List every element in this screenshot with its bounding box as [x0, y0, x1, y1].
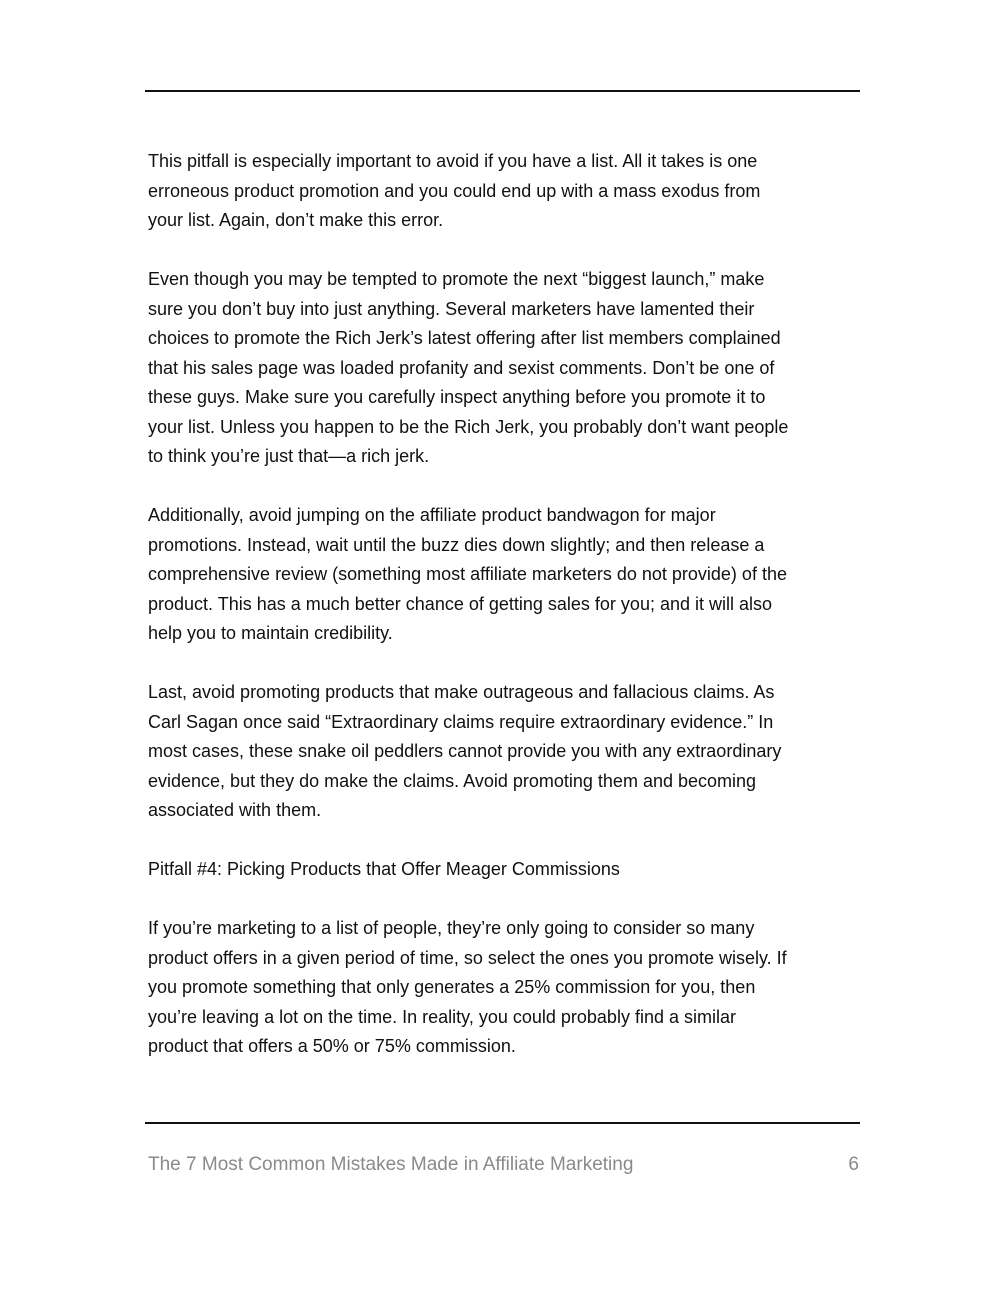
section-heading [148, 855, 868, 885]
text-line: Even though you may be tempted to promote the next “biggest launch,” make [148, 269, 765, 289]
text-line: evidence, but they do make the claims. Avoid promoting them and becoming [148, 770, 757, 791]
paragraph [148, 501, 868, 649]
text-line: choices to promote the Rich Jerk’s latest offering after list members complained [148, 328, 781, 348]
text-line: If you’re marketing to a list of people, they’re only going to consider so many [148, 918, 755, 938]
text-line: erroneous product promotion and you could end up with a mass exodus from [148, 180, 761, 201]
text-line: Additionally, avoid jumping on the affiliate product bandwagon for major [148, 505, 716, 525]
text-line: Pitfall #4: Picking Products that Offer Meager Commissions [148, 859, 620, 879]
text-line: you’re leaving a lot on the time. In reality, you could probably find a similar [148, 1006, 736, 1027]
paragraph [148, 914, 868, 1062]
text-line: promotions. Instead, wait until the buzz dies down slightly; and then release a [148, 534, 765, 555]
paragraph [148, 147, 868, 236]
paragraph [148, 678, 868, 826]
text-line: This pitfall is especially important to avoid if you have a list. All it takes is one [148, 151, 758, 171]
text-line: sure you don’t buy into just anything. Several marketers have lamented their [148, 298, 755, 319]
text-line: help you to maintain credibility. [148, 623, 393, 643]
text-line: your list. Unless you happen to be the Rich Jerk, you probably don’t want people [148, 416, 789, 437]
text-line: you promote something that only generates a 25% commission for you, then [148, 977, 756, 997]
text-line: product offers in a given period of time, so select the ones you promote wisely. If [148, 947, 787, 968]
page-number: 6 [848, 1154, 859, 1175]
text-line: Carl Sagan once said “Extraordinary claims require extraordinary evidence.” In [148, 711, 774, 732]
footer-title: The 7 Most Common Mistakes Made in Affiliate Marketing [148, 1154, 634, 1175]
text-line: to think you’re just that—a rich jerk. [148, 446, 430, 466]
footer-divider [145, 1122, 860, 1124]
header-divider [145, 90, 860, 92]
text-line: your list. Again, don’t make this error. [148, 210, 444, 230]
text-line: product that offers a 50% or 75% commission. [148, 1036, 516, 1056]
text-line: these guys. Make sure you carefully inspect anything before you promote it to [148, 387, 766, 407]
text-line: most cases, these snake oil peddlers cannot provide you with any extraordinary [148, 741, 782, 761]
text-line: associated with them. [148, 800, 322, 820]
page-body [148, 147, 868, 1091]
text-line: comprehensive review (something most affiliate marketers do not provide) of the [148, 564, 787, 584]
text-line: that his sales page was loaded profanity and sexist comments. Don’t be one of [148, 357, 775, 378]
text-line: Last, avoid promoting products that make outrageous and fallacious claims. As [148, 682, 775, 702]
page-footer [148, 1154, 859, 1176]
paragraph [148, 265, 868, 472]
text-line: product. This has a much better chance of getting sales for you; and it will also [148, 593, 773, 614]
